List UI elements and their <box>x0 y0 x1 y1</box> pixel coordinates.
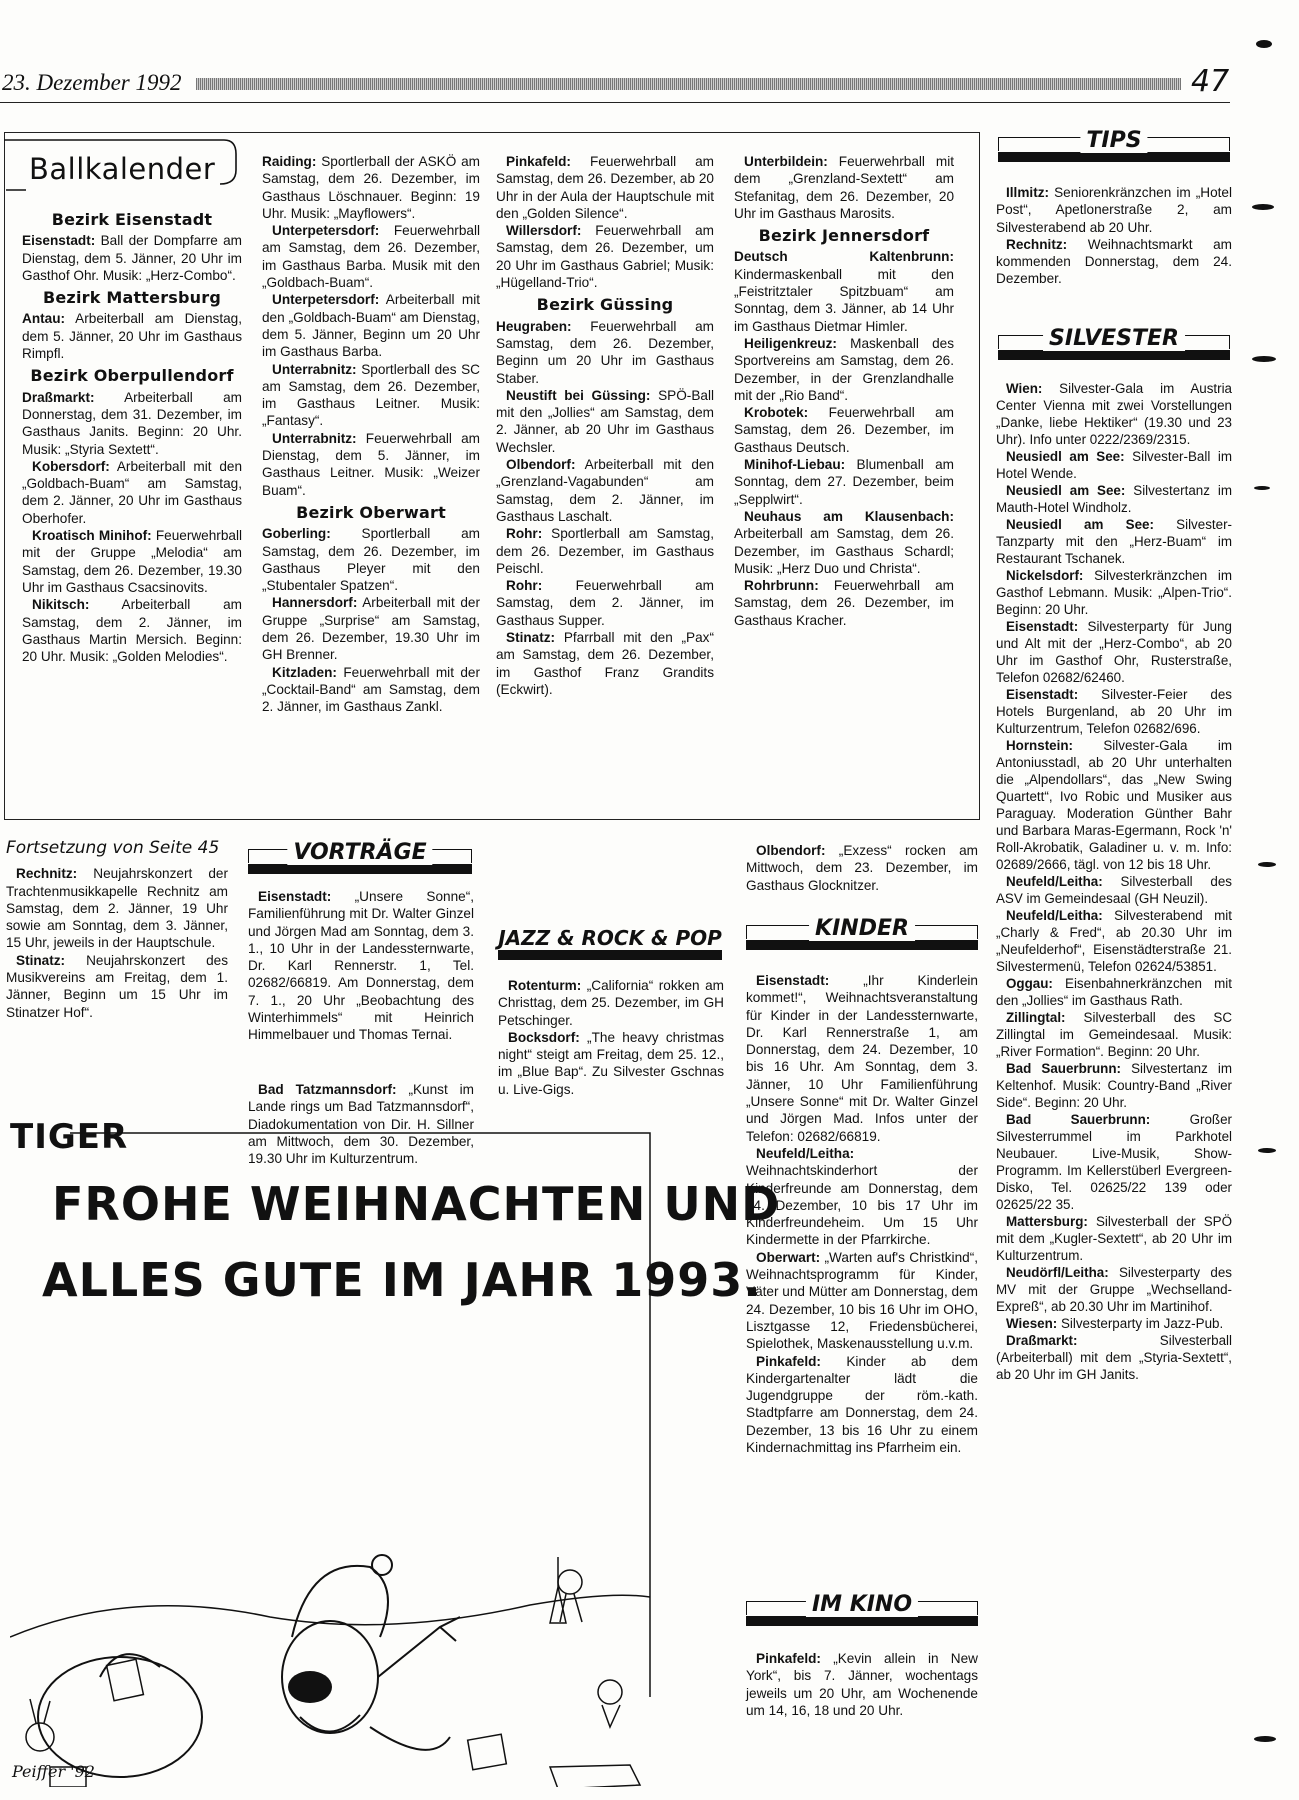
issue-date: 23. Dezember 1992 <box>2 70 182 95</box>
event-entry: Rohrbrunn: Feuerwehrball am Samstag, dem 26. Dezember, im Gasthaus Kracher. <box>734 578 954 628</box>
event-entry: Unterrabnitz: Feuerwehrball am Dienstag, dem 5. Jänner, im Gasthaus Leitner. Musik: „Weizer Buam“. <box>262 430 480 498</box>
event-entry: Neudörfl/Leitha: Silvesterparty des MV mit der Gruppe „Wechselland-Expreß“, ab 20.30 Uhr im Martinihof. <box>996 1265 1232 1314</box>
scan-mark <box>1254 486 1270 490</box>
event-entry: Eisenstadt: „Ihr Kinderlein kommet!“, Weihnachtsveranstaltung für Kinder in der Landessternwarte, Dr. Karl Rennerstraße 1, am Donnerstag, dem 24. Dezember, 10 bis 16 Uhr. Am Sonntag, dem 3. Jänner, 10 Uhr Familienführung „Unsere Sonne“ mit Dr. Walter Ginzel und Jörgen Mad. Infos unter der Telefon: 02682/66819. <box>746 973 978 1144</box>
event-entry: Oberwart: „Warten auf's Christkind“, Weihnachtsprogramm für Kinder, Väter und Mütter am Donnerstag, dem 24. Dezember, 10 bis 16 Uhr im OHO, Lisztgasse 12, Friedensbücherei, Spielothek, Maskenausstellung u.v.m. <box>746 1249 978 1352</box>
event-entry: Willersdorf: Feuerwehrball am Samstag, dem 26. Dezember, um 20 Uhr im Gasthaus Gabriel; Musik: „Hügelland-Trio“. <box>496 223 714 291</box>
event-entry: Wien: Silvester-Gala im Austria Center Vienna mit zwei Vorstellungen „Danke, liebe Hektiker“ (19.30 und 23 Uhr). Info unter 0222/2369/2315. <box>996 381 1232 447</box>
cartoon-greeting-line-1: FROHE WEIHNACHTEN UND <box>52 1177 781 1231</box>
event-entry: Unterpetersdorf: Arbeiterball mit den „Goldbach-Buam“ am Dienstag, dem 5. Jänner, Beginn um 20 Uhr im Gasthaus Barba. <box>262 292 480 360</box>
kino-title-bar <box>746 1592 978 1628</box>
event-entry: Neufeld/Leitha: Silvesterabend mit „Charly & Fred“, ab 20.30 Uhr im „Neufelderhof“, Eisenstädterstraße 21. Silvestermenü, Telefon 02624/53851. <box>996 908 1232 974</box>
christmas-cartoon <box>10 1117 781 1787</box>
district-heading: Bezirk Güssing <box>536 295 674 315</box>
event-entry: Neuhaus am Klausenbach: Arbeiterball am Samstag, dem 26. Dezember, im Gasthaus Schardl; Musik: „Herz Duo und Christa“. <box>734 508 954 576</box>
fortsetzung-heading: Fortsetzung von Seite 45 <box>6 838 220 858</box>
event-entry: Neufeld/Leitha: Weihnachtskinderhort der Kinderfreunde am Donnerstag, dem 24. Dezember, 10 bis 17 Uhr im Kinderfreundeheim. Um 15 Uhr Kindermette in der Pfarrkirche. <box>746 1145 978 1248</box>
event-entry: Neusiedl am See: Silvestertanz im Mauth-Hotel Windholz. <box>996 483 1232 515</box>
silvester-column <box>996 380 1232 1383</box>
event-entry: Nikitsch: Arbeiterball am Samstag, dem 2. Jänner, im Gasthaus Martin Mersich. Beginn: 20 Uhr. Musik: „Golden Melodies“. <box>22 597 242 665</box>
event-entry: Oggau: Eisenbahnerkränzchen mit den „Jollies“ im Gasthaus Rath. <box>996 976 1232 1008</box>
event-entry: Rotenturm: „California“ rokken am Christtag, dem 25. Dezember, im GH Petschinger. <box>498 978 724 1028</box>
tips-title-bar <box>998 128 1230 164</box>
event-entry: Minihof-Liebau: Blumenball am Sonntag, dem 27. Dezember, beim „Sepplwirt“. <box>734 457 954 507</box>
cartoon-signature: Peiffer '92 <box>12 1762 95 1781</box>
event-entry: Heugraben: Feuerwehrball am Samstag, dem 26. Dezember, Beginn um 20 Uhr im Gasthaus Staber. <box>496 318 714 386</box>
page-number: 47 <box>1191 64 1230 99</box>
event-entry: Rohr: Sportlerball am Samstag, dem 26. Dezember, im Gasthaus Peischl. <box>496 526 714 576</box>
event-entry: Bad Sauerbrunn: Großer Silvesterrummel im Parkhotel Neubauer. Live-Musik, Show-Programm. Im Kellerstüberl Evergreen-Disko, Tel. 02625/22 139 oder 02625/22 35. <box>996 1112 1232 1212</box>
vortraege-column <box>248 888 474 1044</box>
district-heading: Bezirk Mattersburg <box>42 288 221 308</box>
event-entry: Pinkafeld: „Kevin allein in New York“, bis 7. Jänner, wochentags jeweils um 20 Uhr, am Wochenende um 14, 16, 18 und 20 Uhr. <box>746 1651 978 1718</box>
jazz-column <box>498 977 724 1098</box>
event-entry: Bad Tatzmannsdorf: „Kunst im Lande rings um Bad Tatzmannsdorf“, Diadokumentation von Dir. H. Sillner am Mittwoch, dem 30. Dezember, 19.30 Uhr im Kulturzentrum. <box>248 1082 475 1167</box>
event-entry: Nickelsdorf: Silvesterkränzchen im Gasthof Lebmann. Musik: „Alpen-Trio“. Beginn: 20 Uhr. <box>996 568 1232 617</box>
fortsetzung-column <box>6 840 228 1021</box>
event-entry: Stinatz: Neujahrskonzert des Musikvereins am Freitag, dem 1. Jänner, Beginn um 15 Uhr im Stinatzer Hof“. <box>6 952 228 1020</box>
kino-column <box>746 1650 978 1719</box>
scan-mark <box>1254 1736 1276 1742</box>
event-entry: Neusiedl am See: Silvester-Ball im Hotel Wende. <box>996 449 1232 481</box>
event-entry: Hannersdorf: Arbeiterball mit der Gruppe „Surprise“ am Samstag, dem 26. Dezember, 19.30 Uhr im GH Brenner. <box>262 595 480 663</box>
event-entry: Bocksdorf: „The heavy christmas night“ steigt am Freitag, dem 25. 12., im „Blue Bap“. Zu Silvester Gschnas u. Live-Gigs. <box>498 1029 724 1097</box>
scan-mark <box>1256 40 1272 48</box>
event-entry: Rechnitz: Weihnachtsmarkt am kommenden Donnerstag, dem 24. Dezember. <box>996 236 1232 287</box>
event-entry: Olbendorf: „Exzess“ rocken am Mittwoch, dem 23. Dezember, im Gasthaus Glocknitzer. <box>746 843 978 893</box>
event-entry: Krobotek: Feuerwehrball am Samstag, dem 26. Dezember, im Gasthaus Deutsch. <box>734 405 954 455</box>
event-entry: Pinkafeld: Feuerwehrball am Samstag, dem 26. Dezember, ab 20 Uhr in der Aula der Hauptschule mit den „Golden Silence“. <box>496 154 714 221</box>
ball-column-4 <box>734 153 954 629</box>
event-entry: Heiligenkreuz: Maskenball des Sportvereins am Samstag, dem 26. Dezember, in der Grenzlandhalle mit der „Rio Band“. <box>734 335 954 403</box>
vortraege-title: VORTRÄGE <box>287 840 432 865</box>
event-entry: Unterbildein: Feuerwehrball mit dem „Grenzland-Sextett“ am Stefanitag, dem 26. Dezember, 20 Uhr im Gasthaus Marosits. <box>734 154 954 221</box>
event-entry: Draßmarkt: Arbeiterball am Donnerstag, dem 31. Dezember, im Gasthaus Janits. Beginn: 20 Uhr. Musik: „Styria Sextett“. <box>22 389 242 457</box>
ballkalender-title <box>4 134 240 194</box>
tips-column <box>996 184 1232 288</box>
cartoon-greeting-line-2: ALLES GUTE IM JAHR 1993. <box>42 1253 762 1307</box>
jazz-title: JAZZ & ROCK & POP <box>492 926 728 950</box>
event-entry: Kroatisch Minihof: Feuerwehrball mit der Gruppe „Melodia“ am Samstag, dem 26. Dezember, 19.30 Uhr im Gasthaus Csacsinovits. <box>22 528 242 595</box>
event-entry: Rechnitz: Neujahrskonzert der Trachtenmusikkapelle Rechnitz am Samstag, dem 2. Jänner, 19 Uhr sowie am Sonntag, dem 3. Jänner, 15 Uhr, jeweils in der Hauptschule. <box>6 866 228 951</box>
event-entry: Eisenstadt: Silvesterparty für Jung und Alt mit der „Herz-Combo“, ab 20 Uhr im Gasthof Ohr, Rusterstraße, Telefon 02682/62460. <box>996 619 1232 685</box>
kinder-column <box>746 972 978 1456</box>
event-entry: Wiesen: Silvesterparty im Jazz-Pub. <box>1006 1316 1224 1331</box>
district-heading: Bezirk Oberpullendorf <box>30 366 234 386</box>
event-entry: Goberling: Sportlerball am Samstag, dem 26. Dezember, im Gasthaus Pleyer mit den „Stubentaler Spatzen“. <box>262 526 480 594</box>
jazz-title-bar <box>498 926 722 962</box>
event-entry: Stinatz: Pfarrball mit den „Pax“ am Samstag, dem 26. Dezember, im Gasthof Franz Grandits (Eckwirt). <box>496 630 714 697</box>
event-entry: Olbendorf: Arbeiterball mit den „Grenzland-Vagabunden“ am Samstag, dem 2. Jänner, im Gasthaus Laschalt. <box>496 457 714 524</box>
scan-mark <box>1252 356 1276 362</box>
kinder-title-bar <box>746 916 978 952</box>
event-entry: Kobersdorf: Arbeiterball mit den „Goldbach-Buam“ am Samstag, dem 2. Jänner, 20 Uhr im Gasthaus Oberhofer. <box>22 458 242 526</box>
ball-column-2 <box>262 153 480 716</box>
event-entry: Kitzladen: Feuerwehrball mit der „Cocktail-Band“ am Samstag, dem 2. Jänner, im Gasthaus Zankl. <box>262 664 480 715</box>
event-entry: Zillingtal: Silvesterball des SC Zillingtal im Gemeindesaal. Musik: „River Formation“. Beginn: 20 Uhr. <box>996 1010 1232 1059</box>
event-entry: Neufeld/Leitha: Silvesterball des ASV im Gemeindesaal (GH Neuzil). <box>996 874 1232 906</box>
kinder-title: KINDER <box>809 916 915 941</box>
event-entry: Eisenstadt: Ball der Dompfarre am Dienstag, dem 5. Jänner, 20 Uhr im Gasthof Ohr. Musik: „Herz-Combo“. <box>22 233 242 283</box>
event-entry: Hornstein: Silvester-Gala im Antoniusstadl, ab 20 Uhr unterhalten die „Alpendollars“, das „New Swing Quartett“, Ivo Robic und Musiker aus Paraguay. Moderation Günther Bahr und Barbara Maras-Egermann, Rock 'n' Roll-Akrobatik, Galadiner u. v. m. Info: 02689/2666, tägl. von 12 bis 18 Uhr. <box>996 738 1232 872</box>
district-heading: Bezirk Oberwart <box>296 502 446 522</box>
event-entry: Bad Sauerbrunn: Silvestertanz im Keltenhof. Musik: Country-Band „River Side“. Beginn: 20 Uhr. <box>996 1061 1233 1110</box>
district-heading: Bezirk Eisenstadt <box>51 210 213 229</box>
cartoon-tag: TIGER <box>10 1117 129 1157</box>
event-entry: Neusiedl am See: Silvester-Tanzparty mit den „Herz-Buam“ im Restaurant Tschanek. <box>996 517 1232 566</box>
scan-mark <box>1258 1148 1276 1153</box>
event-entry: Eisenstadt: Silvester-Feier des Hotels Burgenland, ab 20 Uhr im Kulturzentrum, Telefon 02682/696. <box>996 687 1232 736</box>
event-entry: Unterpetersdorf: Feuerwehrball am Samstag, dem 26. Dezember, im Gasthaus Barba. Musik mit den „Goldbach-Buam“. <box>262 223 480 291</box>
event-entry: Illmitz: Seniorenkränzchen im „Hotel Post“, Apetlonerstraße 2, am Silvesterabend ab 20 Uhr. <box>996 185 1232 235</box>
silvester-title: SILVESTER <box>1043 326 1185 351</box>
silvester-title-bar <box>998 326 1230 362</box>
event-entry: Mattersburg: Silvesterball der SPÖ mit dem „Kugler-Sextett“, ab 20 Uhr im Kulturzentrum. <box>996 1214 1232 1263</box>
header-underline <box>0 102 1230 103</box>
vortraege-title-bar <box>248 840 472 876</box>
event-entry: Neustift bei Güssing: SPÖ-Ball mit den „Jollies“ am Samstag, dem 2. Jänner, ab 20 Uhr im Gasthaus Wechsler. <box>496 387 715 455</box>
event-entry: Antau: Arbeiterball am Dienstag, dem 5. Jänner, 20 Uhr im Gasthaus Rimpfl. <box>22 311 242 362</box>
event-entry: Rohr: Feuerwehrball am Samstag, dem 2. Jänner, im Gasthaus Supper. <box>496 578 714 628</box>
ballkalender-heading: Ballkalender <box>29 152 216 186</box>
kino-title: IM KINO <box>806 1592 918 1617</box>
scan-mark <box>1258 862 1276 867</box>
event-entry: Raiding: Sportlerball der ASKÖ am Samstag, dem 26. Dezember, im Gasthaus Löschnauer. Beginn: 19 Uhr. Musik: „Mayflowers“. <box>262 154 480 221</box>
district-heading: Bezirk Jennersdorf <box>758 226 930 246</box>
header-rule <box>196 78 1181 90</box>
tips-title: TIPS <box>1080 128 1147 153</box>
event-entry: Deutsch Kaltenbrunn: Kindermaskenball mit den „Feistritztaler Spitzbuam“ am Sonntag, dem 3. Jänner, ab 14 Uhr im Gasthaus Dietmar Himler. <box>734 249 954 334</box>
event-entry: Unterrabnitz: Sportlerball des SC am Samstag, dem 26. Dezember, im Gasthaus Leitner. Musik: „Fantasy“. <box>262 361 480 429</box>
jazz-column-2 <box>746 842 978 894</box>
ball-column-1 <box>22 206 242 665</box>
scan-mark <box>1252 204 1274 210</box>
event-entry: Eisenstadt: „Unsere Sonne“, Familienführung mit Dr. Walter Ginzel und Jörgen Mad am Sonntag, dem 3. 1., 10 Uhr in der Landessternwarte, Dr. Karl Rennerstr. 1, Tel. 02682/66819. Am Donnerstag, dem 7. 1., 20 Uhr „Beobachtung des Winterhimmels“ mit Heinrich Himmelbauer und Thomas Ternai. <box>248 889 474 1043</box>
event-entry: Draßmarkt: Silvesterball (Arbeiterball) mit dem „Styria-Sextett“, ab 20 Uhr im GH Janits. <box>996 1333 1232 1382</box>
ball-column-3 <box>496 153 714 698</box>
event-entry: Pinkafeld: Kinder ab dem Kindergartenalter lädt die Jugendgruppe der röm.-kath. Stadtpfarre am Donnerstag, dem 24. Dezember, 13 bis 16 Uhr zu einem Kindernachmittag ins Pfarrheim ein. <box>746 1353 978 1456</box>
